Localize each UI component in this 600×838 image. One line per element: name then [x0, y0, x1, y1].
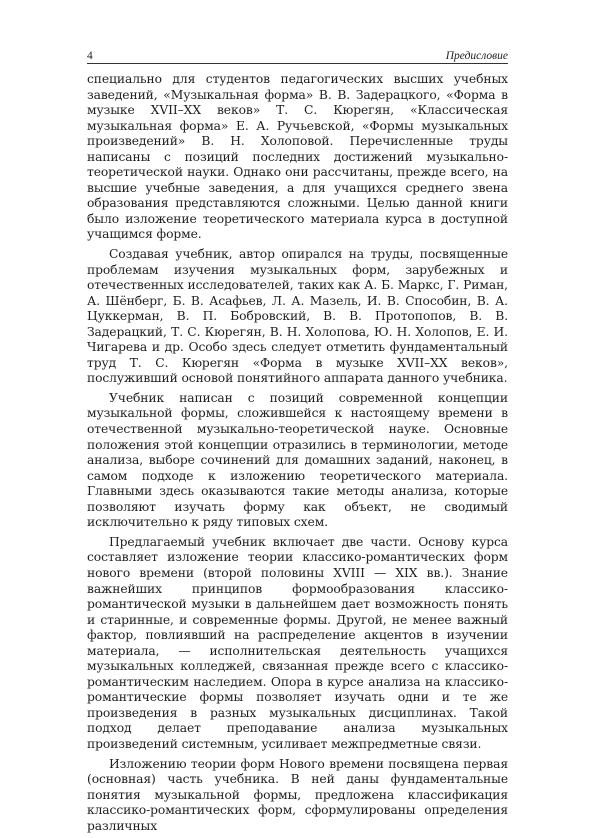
- paragraph-5: Изложению теории форм Нового времени посвящена первая (основная) часть учебника. В ней даны фундаментальные понятия музыкальной формы, предложена классификация классико-романтических форм, сформулированы определения различных: [87, 756, 508, 833]
- paragraph-3: Учебник написан с позиций современной концепции музыкальной формы, сложившейся к настоящему времени в отечественной музыкально-теоретической науке. Основные положения этой концепции отразились в терминологии, методе анализа, выборе сочинений для домашних заданий, наконец, в самом подходе к изложению теоретического материала. Главными здесь оказываются такие методы анализа, которые позволяют изучать форму как объект, не сводимый исключительно к ряду типовых схем.: [87, 390, 508, 530]
- running-title: Предисловие: [445, 50, 508, 62]
- paragraph-2: Создавая учебник, автор опирался на труды, посвященные проблемам изучения музыкальных форм, зарубежных и отечественных исследователей, таких как А. Б. Маркс, Г. Риман, А. Шёнберг, Б. В. Асафьев, Л. А. Мазель, И. В. Способин, В. А. Цуккерман, В. П. Бобровский, В. В. Протопопов, В. В. Задерацкий, Т. С. Кюрегян, В. Н. Холопова, Ю. Н. Холопов, Е. И. Чигарева и др. Особо здесь следует отметить фундаментальный труд Т. С. Кюрегян «Форма в музыке XVII–XX веков», послуживший основой понятийного аппарата данного учебника.: [87, 247, 508, 386]
- paragraph-1: специально для студентов педагогических высших учебных заведений, «Музыкальная форма» В. В. Задерацкого, «Форма в музыке XVII–XX веков» Т. С. Кюрегян, «Классическая музыкальная форма» Е. А. Ручьевской, «Формы музыкальных произведений» В. Н. Холоповой. Перечисленные труды написаны с позиций последних достижений музыкально-теоретической науки. Однако они рассчитаны, прежде всего, на высшие учебные заведения, а для учащихся среднего звена образования представляются сложными. Целью данной книги было изложение теоретического материала курса в доступной учащимся форме.: [87, 72, 508, 242]
- paragraph-4: Предлагаемый учебник включает две части. Основу курса составляет изложение теории классико-романтических форм нового времени (второй половины XVIII — XIX вв.). Знание важнейших принципов формообразования классико-романтической музыки в дальнейшем дает возможность понять и старинные, и современные формы. Другой, не менее важный фактор, повлиявший на распределение акцентов в изучении материала, — исполнительская деятельность учащихся музыкальных колледжей, связанная прежде всего с классико-романтическим наследием. Опора в курсе анализа на классико-романтические формы позволяет изучать одни и те же произведения в разных музыкальных дисциплинах. Такой подход делает преподавание анализа музыкальных произведений системным, усиливает межпредметные связи.: [87, 534, 508, 751]
- page-header: [87, 42, 508, 62]
- page-body: [87, 72, 508, 838]
- page-number: 4: [87, 50, 93, 62]
- header-rule: [87, 63, 508, 64]
